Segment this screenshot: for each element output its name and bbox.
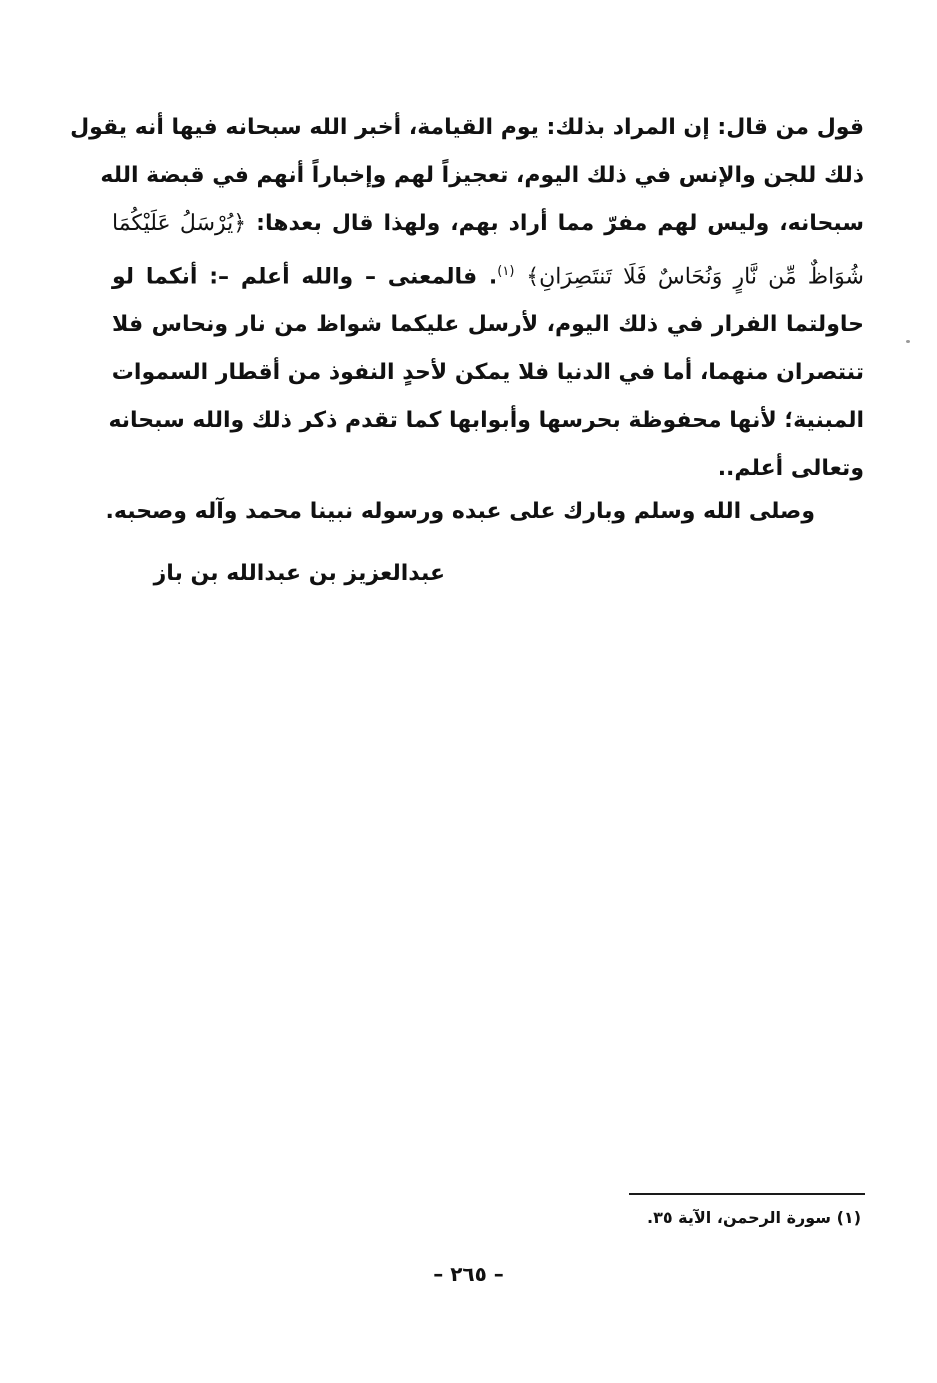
- page-number: – ٢٦٥ –: [433, 1262, 504, 1286]
- paragraph-line-4: [112, 248, 864, 301]
- paragraph-line-6: تنتصران منهما، أما في الدنيا فلا يمكن لأحدٍ النفوذ من أقطار السموات: [111, 360, 864, 386]
- paragraph-line-7: المبنية؛ لأنها محفوظة بحرسها وأبوابها كما تقدم ذكر ذلك والله سبحانه: [108, 408, 864, 434]
- paragraph-line-1: قول من قال: إن المراد بذلك: يوم القيامة، أخبر الله سبحانه فيها أنه يقول: [70, 115, 864, 140]
- footnote-divider: [629, 1193, 865, 1195]
- scan-speck: [906, 340, 910, 343]
- main-paragraph: [70, 104, 864, 493]
- paragraph-line-2: ذلك للجن والإنس في ذلك اليوم، تعجيزاً لهم وإخباراً أنهم في قبضة الله: [100, 163, 864, 188]
- paragraph-line-3: [112, 200, 864, 248]
- author-signature: عبدالعزيز بن عبدالله بن باز: [153, 561, 445, 586]
- paragraph-line-5: حاولتما الفرار في ذلك اليوم، لأرسل عليكما شواظ من نار ونحاس فلا: [112, 312, 864, 338]
- quran-verse-opening: ﴿يُرْسَلُ عَلَيْكُمَا: [112, 211, 247, 236]
- footnote-reference-marker: (١): [497, 264, 515, 279]
- quran-verse-rest: شُوَاظٌ مِّن نَّارٍ وَنُحَاسٌ فَلَا تَنتَصِرَانِ﴾: [526, 264, 864, 290]
- paragraph-line-3-text: سبحانه، وليس لهم مفرّ مما أراد بهم، ولهذا قال بعدها:: [256, 211, 864, 236]
- footnote-text: (١) سورة الرحمن، الآية ٣٥.: [647, 1208, 861, 1227]
- paragraph-line-8: وتعالى أعلم..: [717, 456, 864, 482]
- closing-blessing: وصلى الله وسلم وبارك على عبده ورسوله نبينا محمد وآله وصحبه.: [105, 499, 815, 524]
- paragraph-line-4-tail: . فالمعنى – والله أعلم –: أنكما لو: [112, 264, 498, 290]
